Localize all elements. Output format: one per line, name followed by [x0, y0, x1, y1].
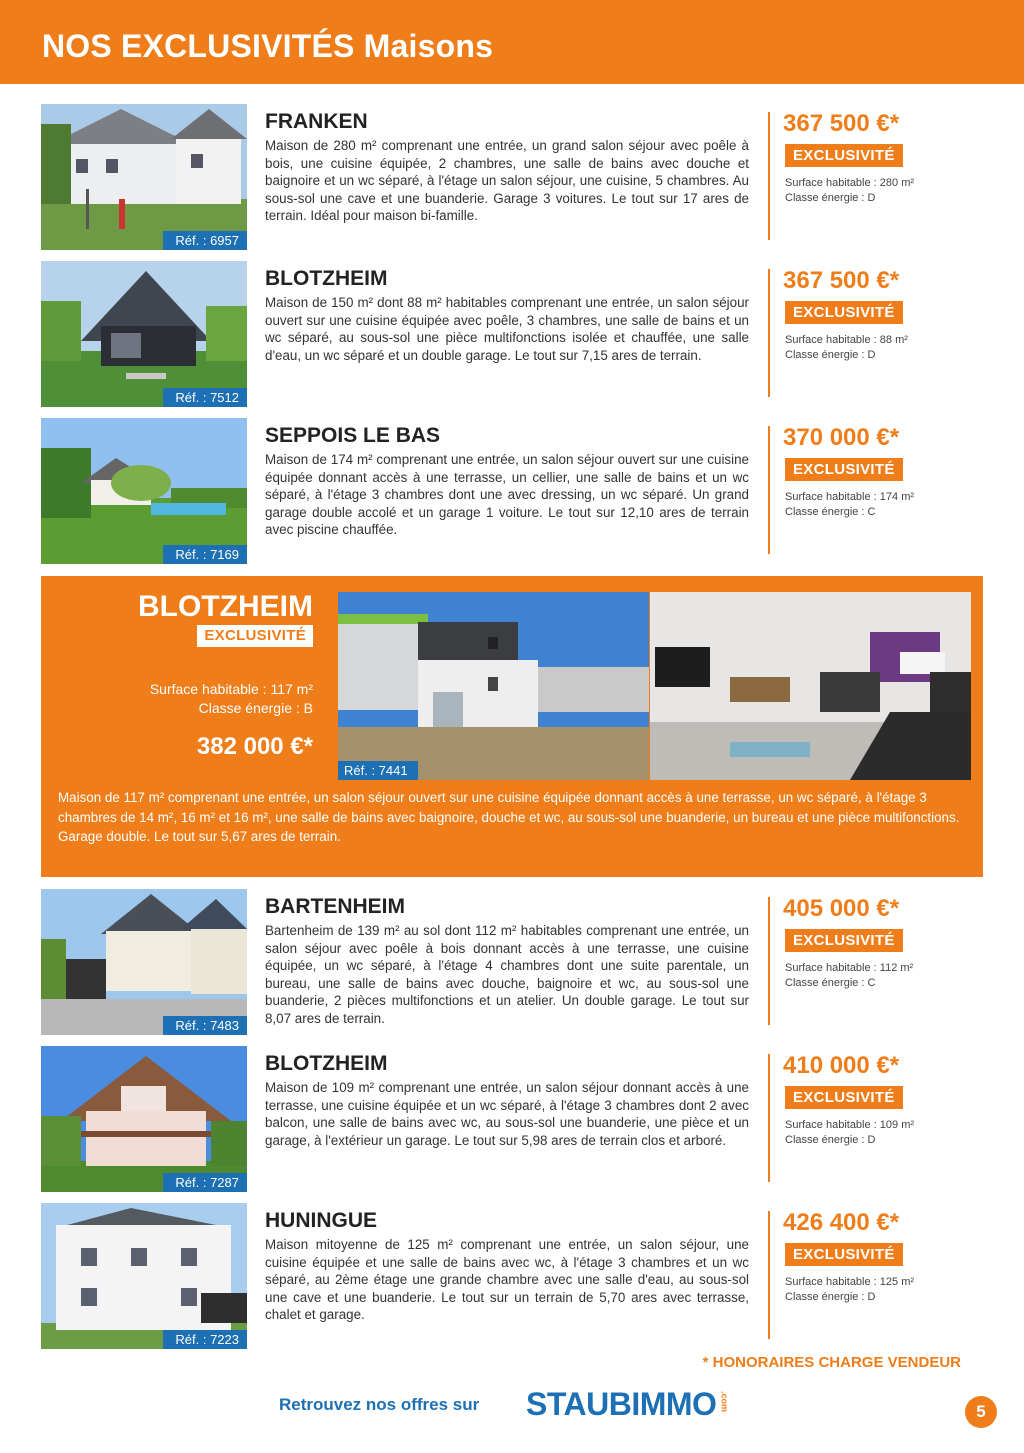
- staubimmo-logo[interactable]: [526, 1385, 729, 1425]
- energy-class-text: Classe énergie : B: [198, 700, 313, 716]
- reference-label: Réf. : 7287: [163, 1173, 247, 1192]
- exclusivity-badge: EXCLUSIVITÉ: [197, 625, 313, 647]
- listing-card[interactable]: [41, 104, 985, 250]
- surface-text: Surface habitable : 280 m²: [785, 177, 915, 189]
- divider: [768, 1211, 770, 1339]
- listing-card[interactable]: [41, 418, 985, 564]
- exclusivity-badge: EXCLUSIVITÉ: [785, 1086, 903, 1109]
- property-photo[interactable]: [41, 261, 247, 407]
- listing-details: [785, 1118, 914, 1148]
- listing-title: BLOTZHEIM: [265, 1052, 388, 1075]
- reference-label: Réf. : 7441: [338, 761, 418, 780]
- listing-details: [785, 176, 914, 206]
- page-number: 5: [965, 1396, 997, 1428]
- listing-description: Maison mitoyenne de 125 m² comprenant une entrée, un salon séjour, une cuisine équipée et une salle de bains avec wc, à l'étage 3 chambres et un wc séparé, au 2ème étage une grande chambre avec une salle d'eau, au sous-sol une cave et une buanderie. Le tout sur un terrain de 5,70 ares avec terrasse, chalet et garage.: [265, 1237, 749, 1323]
- divider: [768, 112, 770, 240]
- exclusivity-badge: EXCLUSIVITÉ: [785, 301, 903, 324]
- featured-details: [150, 680, 313, 718]
- surface-text: Surface habitable : 88 m²: [785, 334, 908, 346]
- divider: [768, 269, 770, 397]
- fees-footnote: * HONORAIRES CHARGE VENDEUR: [702, 1354, 961, 1371]
- listing-price: 426 400 €*: [783, 1209, 900, 1236]
- listing-description: Maison de 174 m² comprenant une entrée, un salon séjour ouvert sur une cuisine équipée donnant accès à une terrasse, un cellier, une salle de bains et un wc séparé, à l'étage 3 chambres dont une avec dressing, un wc séparé. Un grand garage double accolé et un garage 1 voiture. Le tout sur 12,10 ares de terrain avec piscine chauffée.: [265, 452, 749, 538]
- listing-price: 370 000 €*: [783, 424, 900, 451]
- property-photo[interactable]: [41, 1203, 247, 1349]
- divider: [768, 897, 770, 1025]
- property-photo-interior[interactable]: [650, 592, 971, 780]
- property-photo[interactable]: [41, 889, 247, 1035]
- featured-price: 382 000 €*: [196, 733, 313, 760]
- energy-class-text: Classe énergie : C: [785, 506, 876, 518]
- energy-class-text: Classe énergie : D: [785, 349, 876, 361]
- listing-description: Maison de 109 m² comprenant une entrée, un salon séjour donnant accès à une terrasse, une cuisine équipée et un wc séparé, à l'étage 3 chambres dont 2 avec balcon, une salle de bains avec wc, au sous-sol une buanderie, une pièce et un garage, à l'extérieur un garage. Le tout sur 5,98 ares de terrain clos et arboré.: [265, 1080, 749, 1148]
- listing-details: [785, 333, 908, 363]
- exclusivity-badge: EXCLUSIVITÉ: [785, 458, 903, 481]
- energy-class-text: Classe énergie : D: [785, 1134, 876, 1146]
- exclusivity-badge: EXCLUSIVITÉ: [785, 144, 903, 167]
- energy-class-text: Classe énergie : D: [785, 1291, 876, 1303]
- listing-details: [785, 961, 913, 991]
- logo-text: STAUBIMMO: [526, 1386, 717, 1422]
- page-title: NOS EXCLUSIVITÉS Maisons: [42, 28, 494, 64]
- listing-card[interactable]: [41, 261, 985, 407]
- reference-label: Réf. : 7483: [163, 1016, 247, 1035]
- surface-text: Surface habitable : 117 m²: [149, 681, 313, 697]
- surface-text: Surface habitable : 112 m²: [785, 962, 914, 974]
- listing-card[interactable]: [41, 1203, 985, 1349]
- featured-title: BLOTZHEIM: [138, 590, 313, 623]
- reference-label: Réf. : 7223: [163, 1330, 247, 1349]
- divider: [768, 426, 770, 554]
- energy-class-text: Classe énergie : C: [785, 977, 876, 989]
- listing-card[interactable]: [41, 889, 985, 1035]
- surface-text: Surface habitable : 174 m²: [785, 491, 915, 503]
- surface-text: Surface habitable : 109 m²: [785, 1119, 915, 1131]
- listing-description: Maison de 150 m² dont 88 m² habitables comprenant une entrée, un salon séjour ouvert sur une cuisine équipée avec poêle, 3 chambres, une salle de bains et un wc séparé, au sous-sol une pièce multifonctions isolée et chauffée, une salle d'eau, un wc séparé et un double garage. Le tout sur 7,15 ares de terrain.: [265, 295, 749, 363]
- listing-description: Maison de 280 m² comprenant une entrée, un grand salon séjour avec poêle à bois, une cuisine équipée, 2 chambres, une salle de bains avec douche et baignoire et un wc séparé, à l'étage un salon séjour, une cuisine, 5 chambres. Au sous-sol une cave et une buanderie. Garage 3 voitures. Le tout sur 17 ares de terrain. Idéal pour maison bi-famille.: [265, 138, 749, 224]
- listing-price: 410 000 €*: [783, 1052, 900, 1079]
- website-cta[interactable]: Retrouvez nos offres sur: [279, 1395, 480, 1414]
- surface-text: Surface habitable : 125 m²: [785, 1276, 915, 1288]
- exclusivity-badge: EXCLUSIVITÉ: [785, 1243, 903, 1266]
- listing-title: BLOTZHEIM: [265, 267, 388, 290]
- divider: [768, 1054, 770, 1182]
- energy-class-text: Classe énergie : D: [785, 192, 876, 204]
- property-photo[interactable]: [41, 418, 247, 564]
- listing-card[interactable]: [41, 1046, 985, 1192]
- property-photo[interactable]: [41, 1046, 247, 1192]
- featured-listing[interactable]: [41, 576, 983, 877]
- listing-title: HUNINGUE: [265, 1209, 378, 1232]
- listing-title: FRANKEN: [265, 110, 368, 133]
- property-photo[interactable]: [41, 104, 247, 250]
- reference-label: Réf. : 6957: [163, 231, 247, 250]
- listing-price: 405 000 €*: [783, 895, 900, 922]
- page-header: [0, 0, 1024, 84]
- logo-suffix: .com: [719, 1391, 730, 1413]
- listing-title: SEPPOIS LE BAS: [265, 424, 441, 447]
- listing-details: [785, 490, 914, 520]
- listing-details: [785, 1275, 914, 1305]
- listing-description: Bartenheim de 139 m² au sol dont 112 m² habitables comprenant une entrée, un salon séjour avec poêle à bois donnant accès à une terrasse, une cuisine équipée, un wc séparé, à l'étage 4 chambres dont une suite parentale, un bureau, une salle de bains avec douche, baignoire et wc, au sous-sol une buanderie, 2 pièces multifonctions et un atelier. Un double garage. Le tout sur 8,07 ares de terrain.: [265, 923, 749, 1026]
- featured-description: Maison de 117 m² comprenant une entrée, un salon séjour ouvert sur une cuisine équipée donnant accès à une terrasse, un wc séparé, à l'étage 3 chambres de 14 m², 16 m² et 16 m², une salle de bains avec baignoire, douche et wc, au sous-sol une buanderie, un bureau et une pièce multifonctions. Garage double. Le tout sur 5,67 ares de terrain.: [58, 790, 960, 845]
- listing-title: BARTENHEIM: [265, 895, 405, 918]
- listing-price: 367 500 €*: [783, 267, 900, 294]
- property-photo-exterior[interactable]: [338, 592, 649, 780]
- reference-label: Réf. : 7169: [163, 545, 247, 564]
- exclusivity-badge: EXCLUSIVITÉ: [785, 929, 903, 952]
- reference-label: Réf. : 7512: [163, 388, 247, 407]
- listing-price: 367 500 €*: [783, 110, 900, 137]
